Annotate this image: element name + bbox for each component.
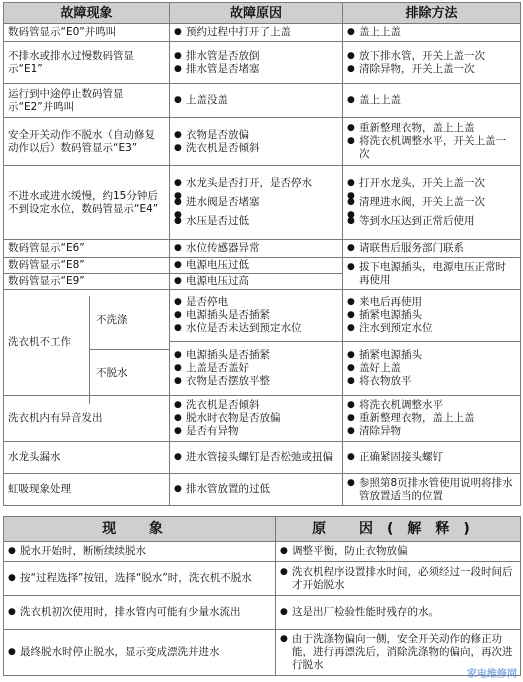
symptom-cell: 水龙头漏水	[4, 442, 170, 474]
fault-table-header	[4, 3, 521, 24]
table-row	[4, 596, 521, 630]
table-row	[4, 24, 521, 42]
symptom-cell: 安全开关动作不脱水（自动修复动作以后）数码管显示“E3”	[4, 118, 170, 166]
phenomenon-item: ● 脱水开始时，断断续续脱水	[8, 545, 271, 558]
symptom-cell: 不排水或排水过慢数码管显示“E1”	[4, 42, 170, 84]
fix-item: ● 插紧电源插头	[347, 309, 516, 322]
fix-item: ● 将衣物放平	[347, 375, 516, 388]
table-row	[4, 630, 521, 676]
table-row	[4, 290, 521, 342]
cause-item: ● 洗衣机是否倾斜	[174, 142, 338, 155]
fault-table	[3, 2, 521, 506]
phenomenon-item: ● 最终脱水时停止脱水，显示变成漂洗并进水	[8, 646, 271, 659]
fix-item: ● 参照第8页排水管使用说明将排水管放置适当的位置	[347, 477, 516, 503]
header-fix: 排除方法	[343, 3, 521, 24]
cause-item: ● 是否停电	[174, 296, 338, 309]
fix-item: ● 重新整理衣物，盖上上盖	[347, 122, 516, 135]
cause-item: ● 脱水时衣物是否放偏	[174, 412, 338, 425]
cause-item: ● 水位是否未达到预定水位	[174, 322, 338, 335]
table-row	[4, 240, 521, 258]
phenomenon-item: ● 按“过程选择”按钮，选择“脱水”时，洗衣机不脱水	[8, 572, 271, 585]
sub-divider	[89, 296, 90, 404]
table-row	[4, 118, 521, 166]
reason-item: ● 调整平衡，防止衣物放偏	[280, 545, 516, 558]
phenomena-table	[3, 516, 521, 676]
table-row	[4, 442, 521, 474]
fix-item: ● 清除异物，开关上盖一次	[347, 63, 516, 76]
cause-item: ● 进水阀是否堵塞	[174, 196, 338, 209]
fix-item: ● 拔下电源插头，电源电压正常时再使用	[347, 261, 516, 287]
symptom-cell: 数码管显示“E0”并鸣叫	[4, 24, 170, 42]
table-row	[4, 42, 521, 84]
reason-item: ● 洗衣机程序设置排水时间，必须经过一段时间后才开始脱水	[280, 566, 516, 592]
table-row	[4, 396, 521, 442]
sub-label-no-wash: 不洗涤	[96, 314, 128, 326]
symptom-cell: 数码管显示“E8”	[4, 258, 170, 274]
cause-item: ● 水龙头是否打开，是否停水	[174, 177, 338, 190]
cause-item: ● 水压是否过低	[174, 215, 338, 228]
cause-item: ● 上盖是否盖好	[174, 362, 338, 375]
cause-item: ● 是否有异物	[174, 425, 338, 438]
fix-item: ● 盖上上盖	[347, 94, 516, 107]
header-phenomenon: 现 象	[4, 517, 276, 542]
phenomena-table-header	[4, 517, 521, 542]
fix-item: ● 注水到预定水位	[347, 322, 516, 335]
cause-item: ● 电源插头是否插紧	[174, 349, 338, 362]
header-reason: 原 因(解释)	[276, 517, 521, 542]
header-cause: 故障原因	[170, 3, 343, 24]
reason-item: ● 这是出厂检验性能时残存的水。	[280, 606, 516, 619]
watermark: 家电维修网	[467, 669, 517, 680]
fix-item: ● 盖好上盖	[347, 362, 516, 375]
symptom-cell: 虹吸现象处理	[4, 474, 170, 506]
cause-item: ● 电源电压过高	[174, 275, 338, 288]
symptom-cell: 运行到中途停止数码管显示“E2”并鸣叫	[4, 84, 170, 118]
table-row	[4, 474, 521, 506]
fix-item: ● 重新整理衣物，盖上上盖	[347, 412, 516, 425]
cause-item: ● 水位传感器异常	[174, 242, 338, 255]
fix-item: ● 清除异物	[347, 425, 516, 438]
table-row	[4, 166, 521, 240]
cause-item: ● 电源电压过低	[174, 259, 338, 272]
cause-item: ● 排水管放置的过低	[174, 483, 338, 496]
fix-item: ● 盖上上盖	[347, 26, 516, 39]
cause-item: ● 衣物是否摆放平整	[174, 375, 338, 388]
symptom-cell: 数码管显示“E6”	[4, 240, 170, 258]
reason-item: ● 由于洗涤物偏向一侧，安全开关动作的修正功能，进行再漂洗后，消除洗涤物的偏向，再次进行脱水	[280, 633, 516, 672]
cause-item: ● 上盖没盖	[174, 94, 338, 107]
phenomenon-item: ● 洗衣机初次使用时，排水管内可能有少量水流出	[8, 606, 271, 619]
fix-item: ● 将洗衣机调整水平，开关上盖一次	[347, 135, 516, 161]
cause-item: ● 排水管是否放倒	[174, 50, 338, 63]
sub-label-no-spin: 不脱水	[96, 367, 128, 379]
fix-item: ● 等到水压达到正常后使用	[347, 215, 516, 228]
table-row	[4, 542, 521, 562]
symptom-cell: 不进水或进水缓慢，约15分钟后不到设定水位，数码管显示“E4”	[4, 166, 170, 240]
header-symptom: 故障现象	[4, 3, 170, 24]
cause-item: ● 预约过程中打开了上盖	[174, 26, 338, 39]
cause-item: ● 洗衣机是否倾斜	[174, 399, 338, 412]
table-row	[4, 258, 521, 274]
cause-item: ● 衣物是否放偏	[174, 129, 338, 142]
symptom-cell: 洗衣机不工作	[8, 336, 71, 348]
table-row	[4, 562, 521, 596]
fix-item: ● 清理进水阀，开关上盖一次	[347, 196, 516, 209]
fix-item: ● 打开水龙头，开关上盖一次	[347, 177, 516, 190]
fix-item: ● 将洗衣机调整水平	[347, 399, 516, 412]
fix-item: ● 插紧电源插头	[347, 349, 516, 362]
fix-item: ● 来电后再使用	[347, 296, 516, 309]
fix-item: ● 放下排水管，开关上盖一次	[347, 50, 516, 63]
symptom-cell: 数码管显示“E9”	[4, 274, 170, 290]
fix-item: ● 正确紧固接头螺钉	[347, 451, 516, 464]
symptom-cell: 洗衣机内有异音发出	[4, 396, 170, 442]
fix-item: ● 请联售后服务部门联系	[347, 242, 516, 255]
table-row	[4, 84, 521, 118]
cause-item: ● 排水管是否堵塞	[174, 63, 338, 76]
cause-item: ● 电源插头是否插紧	[174, 309, 338, 322]
cause-item: ● 进水管接头螺钉是否松弛或扭偏	[174, 451, 338, 464]
sub-divider-h	[89, 349, 169, 350]
